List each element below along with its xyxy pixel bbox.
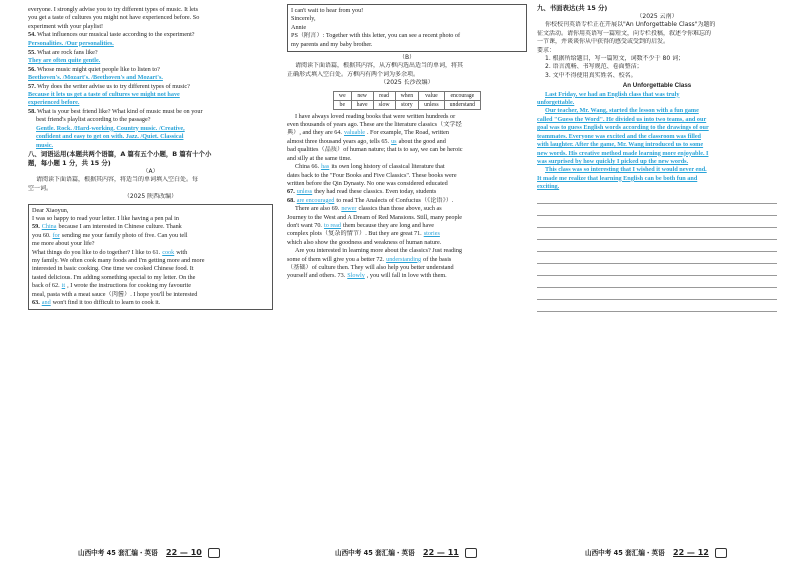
passage-line: dates back to the "Four Books and Five Classics". These books were bbox=[287, 171, 457, 179]
essay-line: exciting. bbox=[537, 183, 560, 191]
letter-line: me more about your life? bbox=[32, 240, 95, 248]
word-cell: unless bbox=[419, 100, 445, 109]
passage-line: which also show the goodness and weakness of human nature. bbox=[287, 238, 442, 246]
prompt-line: 1. 根据所给题目，写一篇短文，词数不少于 80 词； bbox=[545, 55, 685, 63]
answer-57-cont: experienced before. bbox=[28, 99, 80, 107]
page-number: 22 — 12 bbox=[673, 548, 709, 557]
blank-68[interactable]: are encouraged bbox=[296, 196, 335, 204]
word-cell: value bbox=[419, 91, 445, 100]
letter-line: 59. China because I am interested in Chinese culture. Thank bbox=[32, 223, 182, 231]
word-cell: understand bbox=[444, 100, 480, 109]
passage-line: 68. are encouraged to read The Analects of Confucius（《论语》）. bbox=[287, 196, 454, 204]
blank-64[interactable]: valuable bbox=[343, 129, 365, 137]
letter-line: interested in basic cooking. One time we cooked Chinese food. It bbox=[32, 265, 194, 273]
letter-line: back of 62. it , I wrote the instructions for cooking my favourite bbox=[32, 282, 192, 290]
instruction-b: 请阅读下面语篇，根据其内容，从方框内选出适当的单词，将其 bbox=[295, 62, 464, 70]
ruled-line bbox=[537, 300, 777, 312]
passage-line: 典）, and they are 64. valuable . For example, The Road, written bbox=[287, 129, 449, 137]
letter-line: PS（附言）: Together with this letter, you can see a recent photo of bbox=[291, 32, 461, 40]
letter-line: you 60. for sending me your family photo of five. Can you tell bbox=[32, 231, 188, 239]
column-left bbox=[28, 0, 273, 569]
instruction-a: 请阅读下面语篇，根据其内容，将适当的单词填入空白处。每 bbox=[36, 176, 199, 184]
passage-line: There are also 69. newer classics than those above, such as bbox=[295, 205, 442, 213]
text-line: you get a taste of cultures you might not have experienced before. So bbox=[28, 14, 200, 22]
prompt-line: 征文活动。请你用英语写一篇短文，向专栏投稿，叙述令你难忘的 bbox=[537, 29, 712, 37]
letter-line: Annie bbox=[291, 23, 307, 31]
letter-box bbox=[28, 204, 273, 311]
essay-line: Our teacher, Mr. Wang, started the lesson with a fun game bbox=[545, 107, 699, 115]
ruled-line bbox=[537, 276, 777, 288]
passage-line: almost three thousand years ago, tells 65. us about the good and bbox=[287, 137, 446, 145]
ruled-line bbox=[537, 204, 777, 216]
essay-title: An Unforgettable Class bbox=[622, 82, 692, 90]
column-right bbox=[537, 0, 777, 569]
ruled-line bbox=[537, 252, 777, 264]
word-cell: story bbox=[395, 100, 419, 109]
section-8-title-cont: 题，每小题 1 分，共 15 分) bbox=[28, 158, 111, 167]
essay-line: called "Guess the Word". He divided us into two teams, and our bbox=[537, 115, 707, 123]
logo-icon bbox=[208, 548, 220, 558]
blank-69[interactable]: newer bbox=[341, 205, 357, 213]
part-b-label: （B） bbox=[398, 54, 416, 62]
passage-line: Are you interested in learning more about the classics? Just reading bbox=[295, 247, 463, 255]
writing-lines bbox=[537, 192, 777, 312]
footer-right bbox=[585, 547, 727, 559]
column-middle bbox=[287, 0, 527, 569]
essay-line: goal was to guess English words according to the drawings of our bbox=[537, 124, 709, 132]
passage-line: don't want 70. to read them because they are long and have bbox=[287, 221, 435, 229]
letter-line: I can't wait to hear from you! bbox=[291, 7, 364, 14]
footer-title: 山西中考 45 套汇编・英语 bbox=[585, 549, 665, 557]
blank-70[interactable]: to read bbox=[323, 221, 341, 229]
question-58-cont: best friend's playlist according to the passage? bbox=[36, 116, 151, 124]
passage-line: （基础）of culture then. They will also help you better understand bbox=[287, 263, 454, 271]
passage-line: bad qualities（品质）of human nature; that is to say, we can be heroic bbox=[287, 146, 463, 154]
source-b: （2025 长沙改编） bbox=[380, 79, 434, 87]
word-cell: we bbox=[333, 91, 351, 100]
letter-greeting: Dear Xiaoyun, bbox=[32, 206, 69, 214]
essay-line: with laughter. After the game, Mr. Wang introduced us to some bbox=[537, 141, 704, 149]
logo-icon bbox=[715, 548, 727, 558]
question-57: 57. Why does the writer advise us to try different types of music? bbox=[28, 82, 190, 90]
passage-line: and silly at the same time. bbox=[287, 154, 352, 162]
part-a-label: （A） bbox=[142, 167, 159, 175]
footer-middle bbox=[335, 547, 477, 559]
essay-line: was surprised by how quickly I picked up the new words. bbox=[537, 157, 689, 165]
page-number: 22 — 10 bbox=[166, 548, 202, 557]
ruled-line bbox=[537, 264, 777, 276]
word-cell: when bbox=[395, 91, 419, 100]
ruled-line bbox=[537, 240, 777, 252]
essay-line: It made me realize that learning English can be both fun and bbox=[537, 174, 698, 182]
passage-line: even thousands of years ago. These are the literature classics（文学经 bbox=[287, 121, 462, 129]
ruled-line bbox=[537, 192, 777, 204]
passage-line: yourself and others. 73. Slowly , you will fall in love with them. bbox=[287, 272, 447, 280]
prompt-line: 要求： bbox=[537, 46, 556, 54]
answer-54: Personalities. /Our personalities. bbox=[28, 39, 114, 47]
prompt-line: 你校校刊英语专栏正在开展以"An Unforgettable Class"为题的 bbox=[545, 21, 716, 29]
blank-73[interactable]: Slowly bbox=[347, 272, 365, 280]
answer-57: Because it lets us get a taste of cultures we might not have bbox=[28, 91, 180, 99]
blank-72[interactable]: understanding bbox=[386, 255, 422, 263]
question-58: 58. What is your best friend like? What kind of music must be on your bbox=[28, 107, 203, 115]
blank-63[interactable]: and bbox=[41, 299, 51, 306]
blank-60[interactable]: for bbox=[52, 231, 60, 239]
essay-line: teammates. Everyone was excited and the classroom was filled bbox=[537, 132, 702, 140]
ruled-line bbox=[537, 216, 777, 228]
question-55: 55. What are rock fans like? bbox=[28, 49, 98, 57]
blank-62[interactable]: it bbox=[61, 282, 66, 290]
footer-left bbox=[78, 547, 220, 559]
letter-line: Sincerely, bbox=[291, 15, 316, 23]
ruled-line bbox=[537, 228, 777, 240]
word-cell: new bbox=[351, 91, 373, 100]
passage-line: 67. unless they had read these classics. Even today, students bbox=[287, 188, 437, 196]
prompt-line: 3. 文中不得使用真实姓名、校名。 bbox=[545, 71, 637, 79]
letter-line: meal, pasta with a meat sauce（肉酱）. I hope you'll be interested bbox=[32, 290, 198, 298]
source-a: （2025 陕西改编） bbox=[123, 193, 178, 201]
question-56: 56. Whose music might quiet people like to listen to? bbox=[28, 65, 160, 73]
essay-line: This class was so interesting that I wished it would never end. bbox=[545, 166, 707, 174]
word-cell: read bbox=[373, 91, 395, 100]
instruction-b-cont: 正确形式填入空白处。方框内有两个词为多余项。 bbox=[287, 70, 420, 78]
section-9-title: 九、书面表达(共 15 分) bbox=[537, 4, 608, 12]
blank-71[interactable]: stories bbox=[423, 230, 440, 238]
essay-line: Last Friday, we had an English class that was truly bbox=[545, 90, 680, 98]
passage-line: written before the Qin Dynasty. No one was considered educated bbox=[287, 179, 448, 187]
letter-line: I was so happy to read your letter. I like having a pen pal in bbox=[32, 214, 179, 222]
blank-61[interactable]: cook bbox=[162, 248, 175, 256]
answer-58-end: music. bbox=[36, 141, 54, 149]
word-cell: be bbox=[333, 100, 351, 109]
source-9: （2025 云南） bbox=[636, 13, 678, 20]
passage-line: some of them will give you a better 72. understanding of the basis bbox=[287, 255, 452, 263]
blank-59[interactable]: China bbox=[41, 223, 57, 231]
ruled-line bbox=[537, 288, 777, 300]
blank-67[interactable]: unless bbox=[296, 188, 313, 196]
essay-line: new words. His creative method made learning more enjoyable. I bbox=[537, 149, 709, 157]
answer-58-cont: confident and easy to get on with. Jazz. /Quiet. Classical bbox=[36, 133, 184, 141]
instruction-a-cont: 空一词。 bbox=[28, 184, 53, 192]
prompt-line: 一节课，并谈谈你从中获得的感受或受到的启发。 bbox=[537, 38, 670, 46]
prompt-line: 2. 语言流畅、书写规范、卷面整洁； bbox=[545, 63, 643, 71]
word-box bbox=[333, 91, 481, 110]
passage-line: I have always loved reading books that were written hundreds or bbox=[295, 112, 456, 120]
text-line: experiment with your playlist! bbox=[28, 22, 104, 30]
passage-line: China 66. has its own long history of classical literature that bbox=[295, 163, 445, 171]
letter-line: tasted delicious. I'm adding something special to my letter. On the bbox=[32, 273, 196, 281]
passage-line: Journey to the West and A Dream of Red Mansions. Still, many people bbox=[287, 213, 463, 221]
passage-line: complex plots（复杂的情节）. But they are great 71. stories bbox=[287, 230, 440, 238]
question-54: 54. What influences our musical taste according to the experiment? bbox=[28, 31, 195, 39]
letter-line: my family. We often cook many foods and I'm getting more and more bbox=[32, 256, 205, 264]
word-cell: encourage bbox=[444, 91, 480, 100]
section-8-title: 八、词语运用(本题共两个语篇，A 篇有五个小题，B 篇有十个小 bbox=[28, 149, 212, 158]
blank-66[interactable]: has bbox=[321, 163, 330, 171]
blank-65[interactable]: us bbox=[391, 137, 397, 145]
letter-line: 63. and won't find it too difficult to learn to cook it. bbox=[32, 299, 161, 306]
text-line: everyone. I strongly advise you to try different types of music. It lets bbox=[28, 6, 199, 13]
footer-title: 山西中考 45 套汇编・英语 bbox=[335, 549, 415, 557]
letter-line: my parents and my baby brother. bbox=[291, 40, 373, 48]
word-cell: have bbox=[351, 100, 373, 109]
letter-line: What things do you like to do together? I like to 61. cook with bbox=[32, 248, 188, 256]
logo-icon bbox=[465, 548, 477, 558]
answer-55: They are often quite gentle. bbox=[28, 57, 101, 65]
letter-box-end bbox=[287, 4, 527, 52]
answer-58: Gentle. Rock. /Hard-working. Country music. /Creative, bbox=[36, 124, 185, 132]
word-cell: slow bbox=[373, 100, 395, 109]
footer-title: 山西中考 45 套汇编・英语 bbox=[78, 549, 158, 557]
page-number: 22 — 11 bbox=[423, 548, 459, 557]
essay-line: unforgettable. bbox=[537, 99, 575, 107]
answer-56: Beethoven's. /Mozart's. /Beethoven's and Mozart's. bbox=[28, 74, 163, 82]
